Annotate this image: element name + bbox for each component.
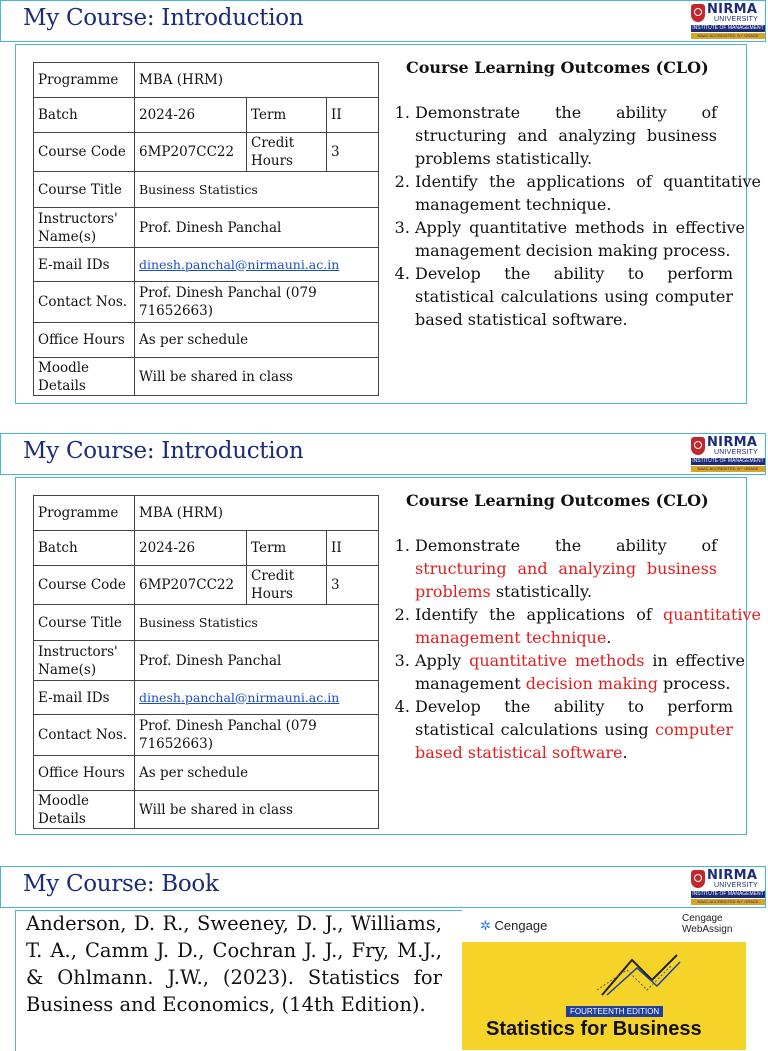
term-label: Term	[247, 531, 327, 566]
webassign-logo: Cengage WebAssign	[682, 913, 733, 935]
slide-title: My Course: Introduction	[23, 438, 304, 464]
clo-item: 3. Apply quantitative methods in effective management decision making process.	[415, 216, 761, 262]
slide-book	[0, 866, 768, 1040]
nirma-logo: NIRMA UNIVERSITY INSTITUTE OF MANAGEMENT NAAC ACCREDITED 'A+' GRADE	[692, 435, 764, 471]
course-code-value: 6MP207CC22	[135, 133, 247, 172]
programme-label: Programme	[34, 63, 135, 98]
email-link[interactable]: dinesh.panchal@nirmauni.ac.in	[139, 689, 340, 705]
term-label: Term	[247, 98, 327, 133]
course-title-value: Business Statistics	[135, 605, 379, 641]
credit-hours-label: Credit Hours	[247, 566, 327, 605]
instructors-value: Prof. Dinesh Panchal	[135, 208, 379, 248]
moodle-label: Moodle Details	[34, 358, 135, 396]
nirma-logo: NIRMA UNIVERSITY INSTITUTE OF MANAGEMENT NAAC ACCREDITED 'A+' GRADE	[692, 868, 764, 904]
cover-art-icon	[592, 950, 682, 1000]
clo-list-highlighted	[391, 534, 761, 764]
nirma-emblem-icon	[691, 437, 705, 455]
office-hours-value: As per schedule	[135, 323, 379, 358]
clo-item: 2. Identify the applications of quantitative management technique.	[415, 170, 761, 216]
highlight-text: structuring and analyzing business problems	[415, 559, 717, 601]
term-value: II	[327, 531, 379, 566]
instructors-value: Prof. Dinesh Panchal	[135, 641, 379, 681]
contact-label: Contact Nos.	[34, 282, 135, 323]
credit-hours-value: 3	[327, 566, 379, 605]
book-cover	[462, 910, 746, 1050]
programme-label: Programme	[34, 496, 135, 531]
course-info-table	[33, 62, 379, 396]
course-code-label: Course Code	[34, 566, 135, 605]
nirma-logo: NIRMA UNIVERSITY INSTITUTE OF MANAGEMENT NAAC ACCREDITED 'A+' GRADE	[692, 2, 764, 38]
clo-item: 1. Demonstrate the ability of structuring and analyzing business problems statistically.	[415, 101, 761, 170]
email-label: E-mail IDs	[34, 248, 135, 282]
batch-label: Batch	[34, 98, 135, 133]
course-code-value: 6MP207CC22	[135, 566, 247, 605]
office-hours-label: Office Hours	[34, 323, 135, 358]
nirma-emblem-icon	[691, 4, 705, 22]
email-label: E-mail IDs	[34, 681, 135, 715]
instructors-label: Instructors' Name(s)	[34, 208, 135, 248]
highlight-text: quantitative management technique	[415, 605, 761, 647]
cengage-logo: ✲ Cengage	[480, 918, 548, 933]
batch-value: 2024-26	[135, 98, 247, 133]
highlight-text: decision making	[525, 674, 658, 693]
moodle-value: Will be shared in class	[135, 358, 379, 396]
highlight-text: computer based statistical software	[415, 720, 733, 762]
course-title-label: Course Title	[34, 605, 135, 641]
slide-title: My Course: Book	[23, 871, 219, 897]
slide-intro-1	[0, 0, 768, 410]
office-hours-label: Office Hours	[34, 756, 135, 791]
course-title-value: Business Statistics	[135, 172, 379, 208]
batch-label: Batch	[34, 531, 135, 566]
title-bar	[0, 0, 766, 42]
contact-value: Prof. Dinesh Panchal (079 71652663)	[135, 715, 379, 756]
course-code-label: Course Code	[34, 133, 135, 172]
cover-title: Statistics for Business	[486, 1018, 702, 1040]
clo-heading: Course Learning Outcomes (CLO)	[406, 491, 709, 510]
programme-value: MBA (HRM)	[135, 496, 379, 531]
clo-list	[391, 101, 761, 331]
course-title-label: Course Title	[34, 172, 135, 208]
slide-title: My Course: Introduction	[23, 5, 304, 31]
cengage-icon: ✲	[480, 918, 491, 933]
office-hours-value: As per schedule	[135, 756, 379, 791]
email-link[interactable]: dinesh.panchal@nirmauni.ac.in	[139, 256, 340, 272]
edition-badge: FOURTEENTH EDITION	[566, 1006, 663, 1017]
book-reference: Anderson, D. R., Sweeney, D. J., Williams, T. A., Camm J. D., Cochran J. J., Fry, M.J., & Ohlmann. J.W., (2023). Statistics for Business and Economics, (14th Edition).	[26, 912, 442, 1016]
course-info-table	[33, 495, 379, 829]
instructors-label: Instructors' Name(s)	[34, 641, 135, 681]
credit-hours-label: Credit Hours	[247, 133, 327, 172]
contact-label: Contact Nos.	[34, 715, 135, 756]
title-bar	[0, 433, 766, 475]
clo-heading: Course Learning Outcomes (CLO)	[406, 58, 709, 77]
clo-item: 4. Develop the ability to perform statistical calculations using computer based statistical software.	[415, 262, 761, 331]
moodle-label: Moodle Details	[34, 791, 135, 829]
nirma-emblem-icon	[691, 870, 705, 888]
clo-item: 3. Apply quantitative methods in effective management decision making process.	[415, 649, 761, 695]
title-bar	[0, 866, 766, 908]
clo-item: 1. Demonstrate the ability of structuring and analyzing business problems statistically.	[415, 534, 761, 603]
programme-value: MBA (HRM)	[135, 63, 379, 98]
highlight-text: quantitative methods	[469, 651, 645, 670]
clo-item: 4. Develop the ability to perform statistical calculations using computer based statistical software.	[415, 695, 761, 764]
batch-value: 2024-26	[135, 531, 247, 566]
slide-intro-2	[0, 433, 768, 843]
contact-value: Prof. Dinesh Panchal (079 71652663)	[135, 282, 379, 323]
content-box	[15, 44, 761, 404]
moodle-value: Will be shared in class	[135, 791, 379, 829]
content-box	[15, 477, 761, 835]
clo-item: 2. Identify the applications of quantitative management technique.	[415, 603, 761, 649]
credit-hours-value: 3	[327, 133, 379, 172]
term-value: II	[327, 98, 379, 133]
